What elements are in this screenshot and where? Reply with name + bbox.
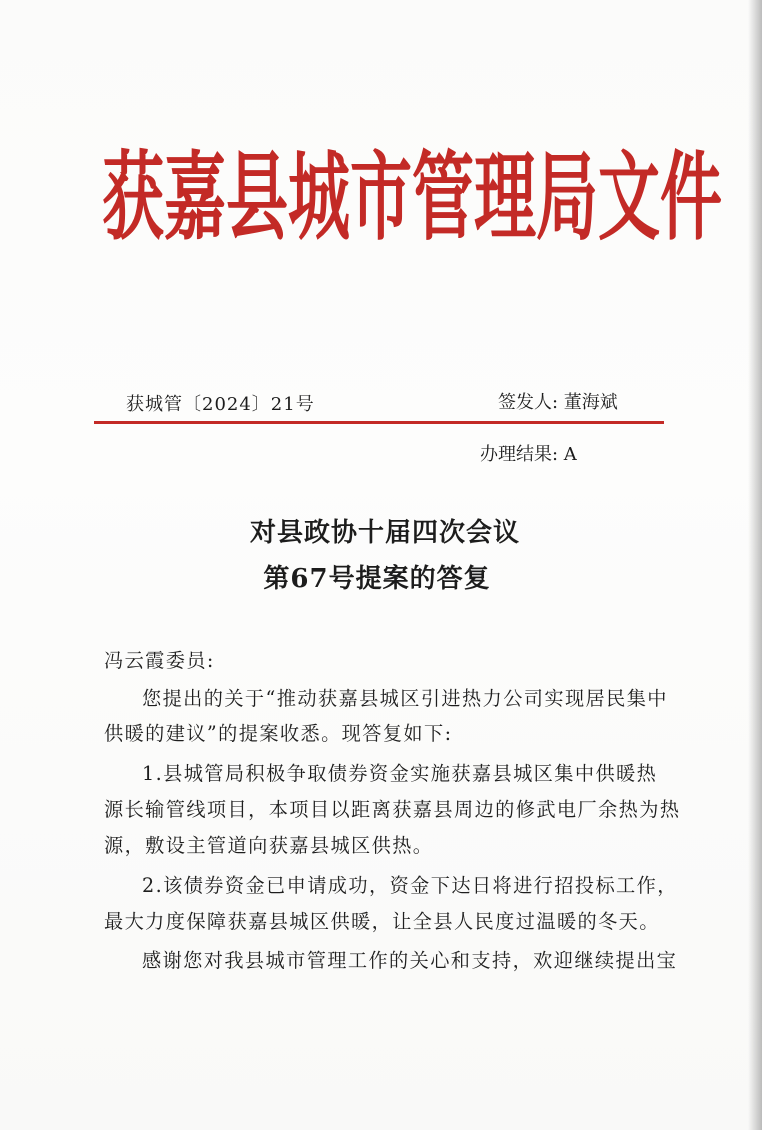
body-line: 您提出的关于“推动获嘉县城区引进热力公司实现居民集中 [142,687,668,710]
document-number: 获城管〔2024〕21号 [126,394,315,415]
body-line: 源长输管线项目，本项目以距离获嘉县周边的修武电厂余热为热 [104,798,681,821]
handling-result: 办理结果: A [480,444,577,465]
body-line: 1.县城管局积极争取债券资金实施获嘉县城区集中供暖热 [142,762,658,785]
document-header-title: 获嘉县城市管理局文件 [102,140,723,254]
page-edge-shadow [748,0,762,1130]
salutation: 冯云霞委员: [104,649,215,672]
red-divider-line [94,421,664,424]
body-line: 感谢您对我县城市管理工作的关心和支持，欢迎继续提出宝 [142,949,678,972]
body-line: 最大力度保障获嘉县城区供暖，让全县人民度过温暖的冬天。 [104,910,660,933]
body-line: 2.该债券资金已申请成功，资金下达日将进行招投标工作， [142,874,678,897]
reply-title-line2: 第67号提案的答复 [263,564,491,594]
reply-title-line1: 对县政协十届四次会议 [249,518,520,548]
signer: 签发人: 董海斌 [498,392,618,413]
body-line: 供暖的建议”的提案收悉。现答复如下: [104,722,453,745]
body-line: 源，敷设主管道向获嘉县城区供热。 [104,834,434,857]
